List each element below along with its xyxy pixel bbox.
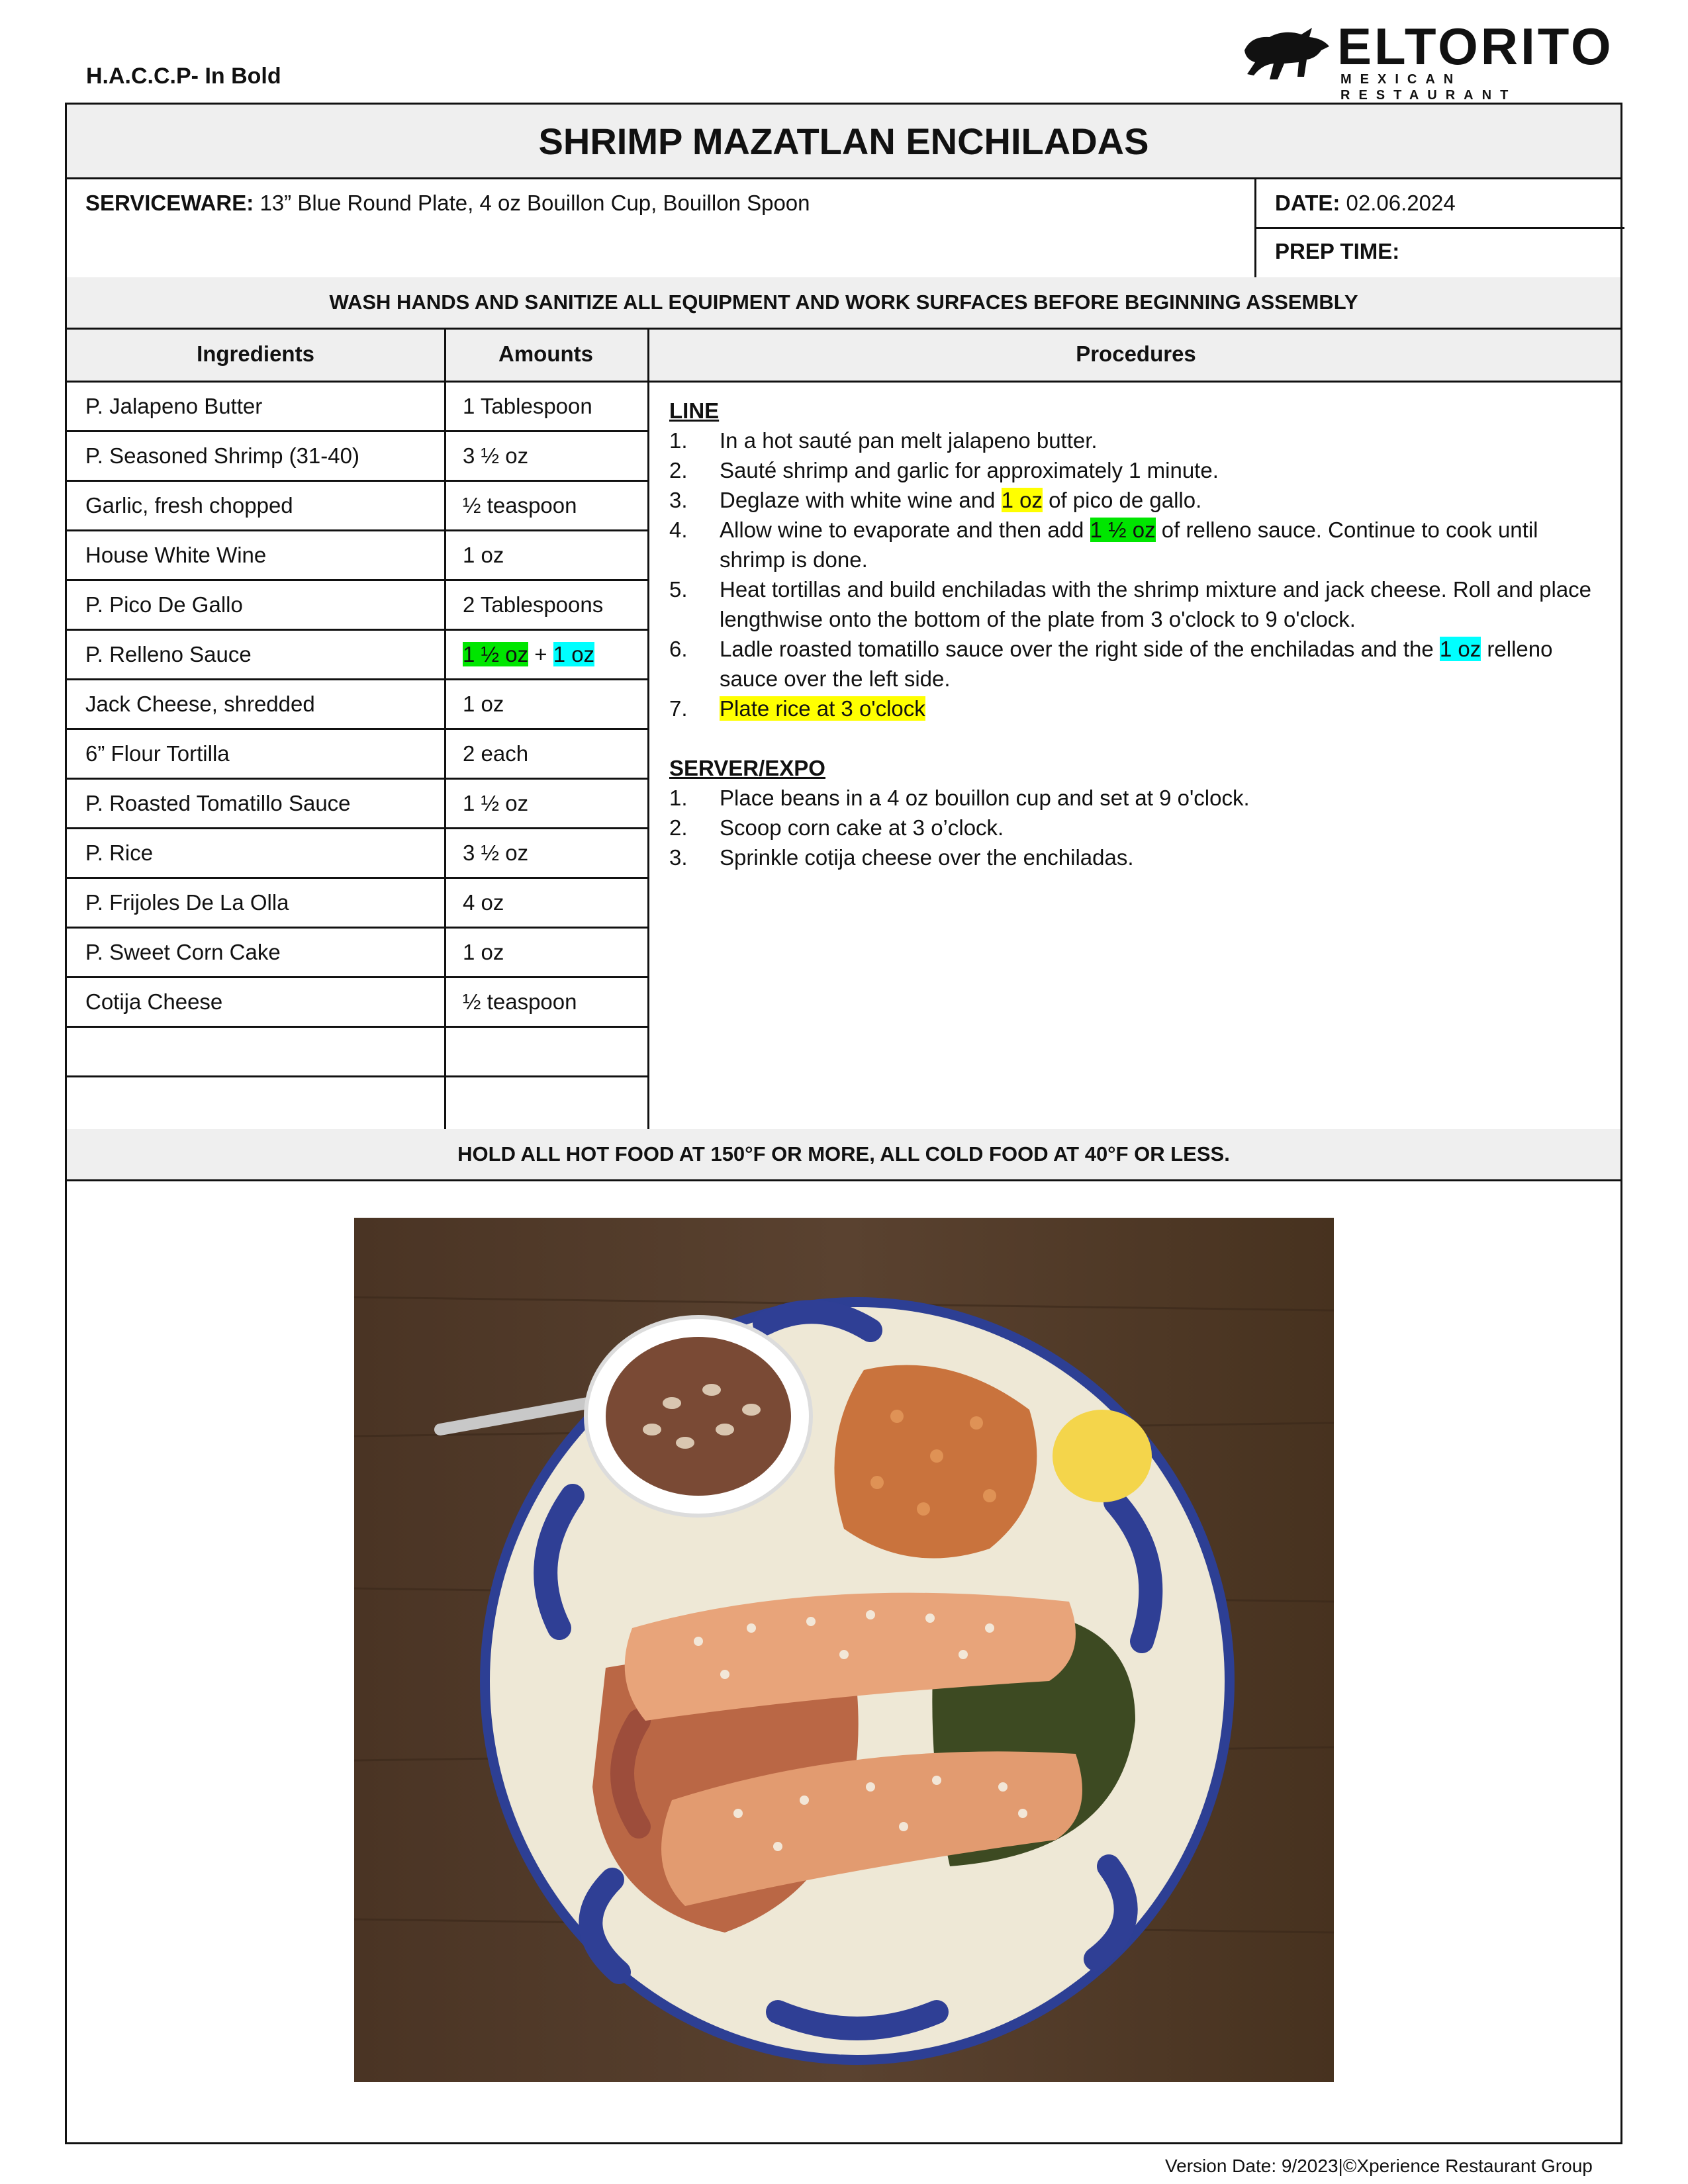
wash-hands-banner: WASH HANDS AND SANITIZE ALL EQUIPMENT AND WORK SURFACES BEFORE BEGINNING ASSEMBLY bbox=[67, 277, 1620, 328]
ingredient-name: 6” Flour Tortilla bbox=[85, 741, 230, 766]
brand-subtitle: MEXICAN RESTAURANT bbox=[1340, 72, 1517, 103]
ingredient-name: P. Sweet Corn Cake bbox=[85, 940, 281, 964]
ingredient-name: P. Jalapeno Butter bbox=[85, 394, 263, 418]
procedure-step: 3. Deglaze with white wine and 1 oz of pico de gallo. bbox=[669, 488, 1202, 512]
date-field: DATE: 02.06.2024 bbox=[1275, 191, 1456, 215]
ingredient-amount: 1 oz bbox=[463, 692, 504, 716]
el-torito-logo bbox=[1238, 17, 1628, 103]
recipe-title: SHRIMP MAZATLAN ENCHILADAS bbox=[67, 105, 1620, 177]
haccp-note: H.A.C.C.P- In Bold bbox=[86, 64, 281, 89]
ingredient-amount: 2 Tablespoons bbox=[463, 592, 604, 617]
ingredient-name: House White Wine bbox=[85, 543, 267, 567]
ingredient-amount: ½ teaspoon bbox=[463, 493, 577, 518]
server-step: 3. Sprinkle cotija cheese over the enchiladas. bbox=[669, 845, 1134, 870]
ingredient-name: P. Relleno Sauce bbox=[85, 642, 252, 666]
ingredient-name: P. Rice bbox=[85, 841, 154, 865]
ingredient-name: P. Roasted Tomatillo Sauce bbox=[85, 791, 351, 815]
hold-temperature-banner: HOLD ALL HOT FOOD AT 150°F OR MORE, ALL COLD FOOD AT 40°F OR LESS. bbox=[67, 1129, 1620, 1179]
amounts-header: Amounts bbox=[498, 341, 593, 366]
recipe-card bbox=[65, 103, 1622, 2144]
ingredient-amount: 1 ½ oz + 1 oz bbox=[463, 642, 595, 666]
ingredient-amount: 1 oz bbox=[463, 543, 504, 567]
procedure-step: 6. Ladle roasted tomatillo sauce over the right side of the enchiladas and the 1 oz relleno sauce over the left side. bbox=[669, 637, 1553, 691]
ingredient-amount: 1 Tablespoon bbox=[463, 394, 592, 418]
ingredients-header: Ingredients bbox=[197, 341, 314, 366]
procedure-step: 1. In a hot sauté pan melt jalapeno butter. bbox=[669, 428, 1098, 453]
procedure-step: 2. Sauté shrimp and garlic for approximately 1 minute. bbox=[669, 458, 1219, 482]
procedure-step: 7. Plate rice at 3 o'clock bbox=[669, 696, 925, 721]
ingredient-name: P. Pico De Gallo bbox=[85, 592, 243, 617]
ingredient-name: Cotija Cheese bbox=[85, 989, 223, 1014]
ingredient-amount: ½ teaspoon bbox=[463, 989, 577, 1014]
procedures-panel bbox=[669, 396, 1609, 872]
procedure-step: 4. Allow wine to evaporate and then add 1 ½ oz of relleno sauce. Continue to cook until shrimp is done. bbox=[669, 518, 1538, 572]
ingredient-amount: 3 ½ oz bbox=[463, 443, 529, 468]
serviceware: SERVICEWARE: 13” Blue Round Plate, 4 oz Bouillon Cup, Bouillon Spoon bbox=[85, 191, 810, 215]
line-section-title: LINE bbox=[669, 398, 720, 423]
ingredient-amount: 3 ½ oz bbox=[463, 841, 529, 865]
ingredient-amount: 1 ½ oz bbox=[463, 791, 529, 815]
ingredient-name: Jack Cheese, shredded bbox=[85, 692, 315, 716]
ingredient-name: P. Seasoned Shrimp (31-40) bbox=[85, 443, 359, 468]
procedure-step: 5. Heat tortillas and build enchiladas with the shrimp mixture and jack cheese. Roll and place lengthwise onto the bottom of the plate from 3 o'clock to 9 o'clock. bbox=[669, 577, 1592, 631]
prep-time-field: PREP TIME: bbox=[1275, 239, 1400, 263]
procedures-header: Procedures bbox=[1076, 341, 1196, 366]
ingredient-name: P. Frijoles De La Olla bbox=[85, 890, 289, 915]
ingredient-amount: 1 oz bbox=[463, 940, 504, 964]
ingredient-name: Garlic, fresh chopped bbox=[85, 493, 293, 518]
dish-photo bbox=[354, 1218, 1334, 2082]
server-step: 1. Place beans in a 4 oz bouillon cup and set at 9 o'clock. bbox=[669, 786, 1250, 810]
ingredient-amount: 4 oz bbox=[463, 890, 504, 915]
bull-icon bbox=[1238, 24, 1334, 83]
ingredient-amount: 2 each bbox=[463, 741, 529, 766]
version-footer: Version Date: 9/2023|©Xperience Restaurant Group bbox=[1165, 2156, 1593, 2176]
server-step: 2. Scoop corn cake at 3 o’clock. bbox=[669, 815, 1004, 840]
brand-wordmark: ELTORITO bbox=[1337, 17, 1614, 75]
server-section-title: SERVER/EXPO bbox=[669, 756, 825, 780]
